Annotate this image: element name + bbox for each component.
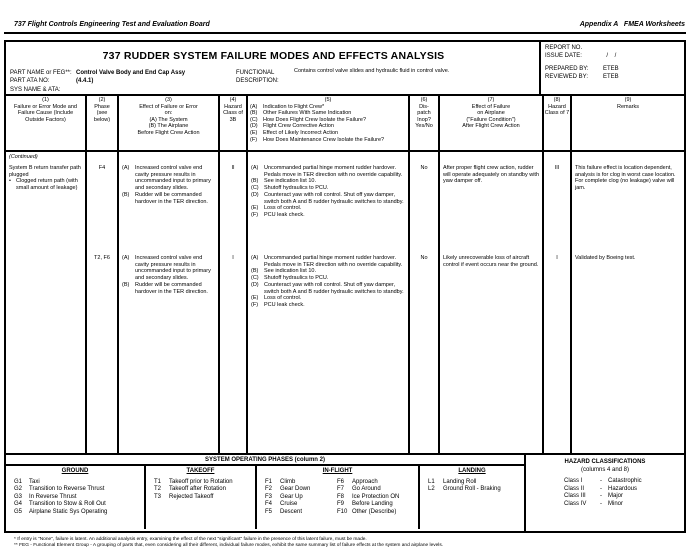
prepared-by-label: PREPARED BY: (545, 66, 589, 72)
sys-name-row (10, 86, 76, 94)
page-header-left: 737 Flight Controls Engineering Test and Evaluation Board (14, 21, 210, 28)
phase-group-landing: LANDING L1 Landing Roll L2 Ground Roll - Braking (428, 468, 501, 493)
col-header-4: (4) Hazard Class of 3B (220, 96, 248, 150)
col-failure-mode (6, 152, 87, 453)
col-remarks (572, 152, 684, 453)
entry1-phase: F4 (98, 165, 106, 171)
part-ata-row (10, 77, 93, 85)
part-ata-label: PART ATA NO: (10, 78, 50, 84)
column-header-row (6, 96, 684, 152)
col-phase (87, 152, 119, 453)
entry2-indications: (A) Uncommanded partial hinge moment rudder hardover. Pedals move in TER direction with no override capability. (B) See indication list 10. (C) Shutoff hydraulics to PCU. (D) Counteract yaw with roll control. Shut off yaw damper, switch both A and B rudder hydraulic switches to standby. (E) Loss of control. (F) PCU leak check. (251, 255, 404, 308)
entry2-remarks: Validated by Boeing test. (575, 255, 636, 261)
continued-note: (Continued) (9, 154, 38, 160)
reviewed-by-value: ETEB (603, 74, 619, 80)
part-name-value: Control Valve Body and End Cap Assy (76, 70, 186, 76)
entry2-phase: T2, F6 (94, 255, 110, 261)
operating-phases (6, 455, 524, 531)
functional-label-line2: DESCRIPTION: (236, 78, 279, 84)
entry1-failure-mode: System B return transfer path plugged • Clogged return path (with small amount of leakage) (9, 165, 81, 192)
entry2-hazard-7: I (556, 255, 558, 261)
col-header-7: (7) Effect of Failure on Airplane ("Failure Condition") After Flight Crew Action (440, 96, 544, 150)
entry1-hazard-7: III (554, 165, 560, 171)
phase-group-takeoff: TAKEOFF T1 Takeoff prior to Rotation T2 Takeoff after Rotation T3 Rejected Takeoff (146, 466, 257, 529)
worksheet-title: 737 RUDDER SYSTEM FAILURE MODES AND EFFECTS ANALYSIS (102, 50, 445, 62)
part-name-row (10, 69, 185, 77)
hazard-title: HAZARD CLASSIFICATIONS (564, 459, 646, 465)
col-header-3: (3) Effect of Failure or Error on: (A) The System (B) The Airplane Before Flight Crew Action (119, 96, 220, 150)
operating-phases-title: SYSTEM OPERATING PHASES (column 2) (6, 455, 524, 466)
entry1-effect-after-action: After proper flight crew action, rudder will operate adequately on standby with yaw damper off. (443, 165, 540, 185)
header-rule (4, 32, 686, 34)
col-header-9: (9) Remarks (616, 97, 639, 110)
bullet-glyph: • (9, 178, 11, 185)
entry2-effects: (A) Increased control valve end cavity pressure results in uncommanded input to primary and secondary slides. (B) Rudder will be commanded hardover in the TER direction. (122, 255, 211, 295)
prepared-by-value: ETEB (603, 66, 619, 72)
issue-date-label: ISSUE DATE: (545, 53, 582, 59)
page-header-right: Appendix A FMEA Worksheets (579, 21, 685, 28)
col-indications (248, 152, 410, 453)
col-header-1: (1) Failure or Error Mode and Failure Cause (Include Outside Factors) (6, 96, 87, 150)
col-effect-after-action (440, 152, 544, 453)
entry1-dispatch: No (420, 165, 428, 171)
col-hazard-7 (544, 152, 572, 453)
entry1-effects: (A) Increased control valve end cavity pressure results in uncommanded input to primary and secondary slides. (B) Rudder will be commanded hardover in the TER direction. (122, 165, 211, 205)
entry2-hazard-3b: I (232, 255, 234, 261)
part-ata-value: (4.4.1) (76, 78, 94, 84)
reviewed-by-label: REVIEWED BY: (545, 74, 589, 80)
col-effects (119, 152, 220, 453)
phase-group-inflight: IN-FLIGHT F1 Climb F2 Gear Down F3 Gear Up F4 Cruise F5 Descent F6 Approach F7 Go Around F8 Ice Protection ON F9 Before Landing F10 Other (Describe) (257, 466, 420, 529)
phase-group-ground: GROUND G1 Taxi G2 Transition to Reverse Thrust G3 In Reverse Thrust G4 Transition to Stow & Roll Out G5 Airplane Static Sys Operating (6, 466, 146, 529)
col-hazard-3b (220, 152, 248, 453)
sys-name-label: SYS NAME & ATA: (10, 87, 61, 93)
col-header-2: (2) Phase (see below) (87, 96, 119, 150)
issue-date-value: / / (603, 53, 617, 59)
report-no-label: REPORT NO. (545, 45, 583, 51)
footnote-latent: * If entry is "None", failure is latent. An additional analysis entry, examining the effect of the next "significant" failure in the presence of this latent failure, must be made. (14, 537, 367, 542)
title-band (6, 42, 684, 96)
entry1-remarks: This failure effect is location dependent, analysis is for clog in worst case location. For complete clog (no leakage) valve will jam. (575, 165, 676, 192)
entry2-effect-after-action: Likely unrecoverable loss of aircraft control if event occurs near the ground. (443, 255, 539, 268)
table-body (6, 152, 684, 453)
entry2-dispatch: No (420, 255, 428, 261)
functional-label-line1: FUNCTIONAL (236, 70, 275, 76)
functional-description-value: Contains control valve slides and hydraulic fluid in control valve. (294, 68, 450, 74)
col-header-8: (8) Hazard Class of 7 (544, 96, 572, 150)
footnotes (14, 537, 684, 550)
col-header-6: (6) Dis- patch Inop? Yes/No (410, 96, 440, 150)
entry1-hazard-3b: II (231, 165, 235, 171)
entry1-indications: (A) Uncommanded partial hinge moment rudder hardover. Pedals move in TER direction with no override capability. (B) See indication list 10. (C) Shutoff hydraulics to PCU. (D) Counteract yaw with roll control. Shut off yaw damper, switch both A and B rudder hydraulic switches to standby. (E) Loss of control. (F) PCU leak check. (251, 165, 404, 218)
footnote-feg: ** FEG - Functional Element Group - A grouping of parts that, even considering all their different, individual failure modes, exhibit the same summary list of failure effects at the system and airplane levels. (14, 543, 444, 549)
col-dispatch (410, 152, 440, 453)
col-header-5: (5) (A) Indication to Flight Crew* (B) Other Failures With Same Indication (C) How Does Flight Crew Isolate the Failure? (D) Flight Crew Corrective Action (E) Effect of Likely Incorrect Action (F) How Does Maintenance Crew Isolate the Failure? (248, 96, 410, 150)
hazard-subtitle: (columns 4 and 8) (580, 466, 630, 473)
legend-section (6, 453, 684, 531)
part-name-label: PART NAME or FEG**: (10, 70, 72, 76)
worksheet-table (4, 40, 686, 533)
report-info-box (539, 42, 684, 94)
hazard-classifications: HAZARD CLASSIFICATIONS (columns 4 and 8) Class I - Catastrophic Class II - Hazardous Class III - Major Class IV - Minor (524, 455, 684, 531)
